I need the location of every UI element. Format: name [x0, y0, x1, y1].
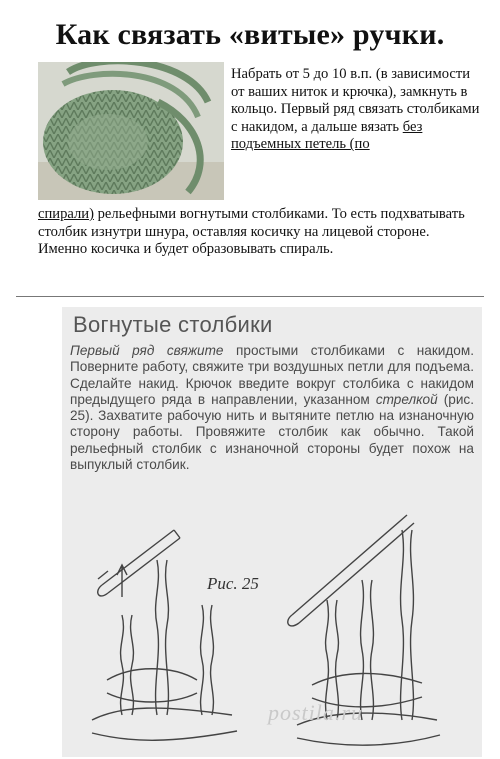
lead-italic: Первый ряд свяжите [70, 343, 224, 358]
bag-photo [38, 62, 224, 200]
intro-tail: рельефными вогнутыми столбиками. То есть подхватывать столбик изнутри шнура, оставляя косичку на лицевой стороне. Именно косичка и будет образовывать спираль. [38, 206, 465, 258]
body-tail: (рис. 25). Захватите рабочую нить и вытяните петлю на изнаночную сторону работы. Провяжите столбик как обычно. Такой рельефный столбик с изнаночной стороны будет похож на выпуклый столбик. [70, 391, 474, 473]
crochet-bag-photo [38, 62, 224, 200]
intro-underlined-cont: спирали) [38, 206, 94, 222]
crochet-hook-icon [288, 515, 414, 626]
watermark: postila.ru [268, 700, 363, 725]
intro-text: Набрать от 5 до 10 в.п. (в зависимости от ваших ниток и крючка), замкнуть в кольцо. Первый ряд связать столбиками с накидом, а дальше вязать [231, 66, 480, 135]
section-body [70, 343, 474, 473]
divider [16, 296, 484, 297]
arrow-italic: стрелкой [375, 391, 438, 407]
section-heading: Вогнутые столбики [73, 312, 273, 337]
intro-paragraph-top [231, 66, 481, 154]
page-title: Как связать «витые» ручки. [55, 18, 445, 51]
crochet-hook-icon [98, 530, 180, 596]
figure-label: Рис. 25 [207, 574, 259, 593]
intro-paragraph-bottom [38, 206, 478, 259]
intro-underlined: без подъемных петель (по [231, 118, 423, 153]
body-text: простыми столбиками с накидом. Поверните работу, свяжите три воздушных петли для подъема. Сделайте накид. Крючок введите вокруг столбика с накидом предыдущего ряда в направлении, указанном [70, 343, 474, 407]
